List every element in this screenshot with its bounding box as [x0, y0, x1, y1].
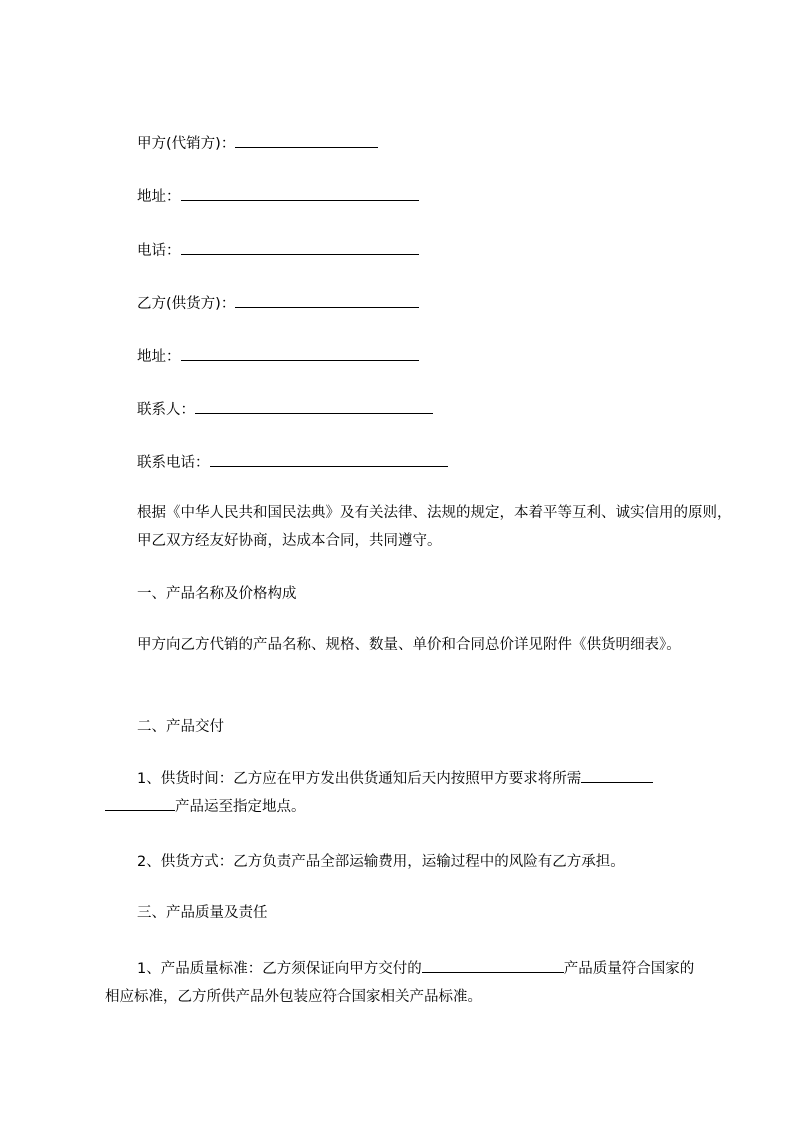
party-b-address-line	[137, 346, 419, 367]
section-3-item-1	[105, 955, 705, 1011]
party-b-label: 乙方(供货方)：	[137, 296, 236, 312]
preamble-paragraph: 根据《中华人民共和国民法典》及有关法律、法规的规定，本着平等互利、诚实信用的原则，甲乙双方经友好协商，达成本合同，共同遵守。	[137, 505, 732, 549]
party-b-address-blank	[181, 346, 419, 361]
party-a-phone-line	[137, 240, 419, 261]
party-b-contact-phone-blank	[210, 452, 448, 467]
party-b-contact-blank	[195, 399, 433, 414]
party-a-blank	[235, 133, 378, 148]
section-2-item-1-blank-a	[581, 768, 653, 783]
party-b-line	[137, 293, 419, 314]
section-1-title: 一、产品名称及价格构成	[137, 586, 297, 602]
party-a-address-label: 地址：	[137, 189, 181, 205]
section-2-item-1-text-end: 产品运至指定地点。	[175, 799, 306, 815]
section-3-item-1-text: 1、产品质量标准：乙方须保证向甲方交付的	[137, 961, 422, 977]
section-3-item-1-blank	[422, 958, 564, 973]
party-b-contact-line	[137, 399, 433, 420]
party-b-contact-label: 联系人：	[137, 402, 195, 418]
section-1-body: 甲方向乙方代销的产品名称、规格、数量、单价和合同总价详见附件《供货明细表》。	[137, 637, 681, 653]
party-b-blank	[235, 293, 419, 308]
party-a-address-blank	[181, 186, 419, 201]
party-a-address-line	[137, 186, 419, 207]
section-3-item-1-text-end: 产品质量符合国家的相应标准，乙方所供产品外包装应符合国家相关产品标准。	[105, 961, 695, 1005]
party-b-address-label: 地址：	[137, 349, 181, 365]
party-b-contact-phone-label: 联系电话：	[137, 455, 210, 471]
section-2-item-2: 2、供货方式：乙方负责产品全部运输费用，运输过程中的风险有乙方承担。	[137, 854, 625, 870]
section-2-item-1-text: 1、供货时间：乙方应在甲方发出供货通知后天内按照甲方要求将所需	[137, 771, 582, 787]
party-a-line	[137, 133, 378, 154]
section-3-title: 三、产品质量及责任	[137, 905, 268, 921]
party-a-phone-label: 电话：	[137, 243, 181, 259]
section-2-title: 二、产品交付	[137, 719, 224, 735]
party-b-contact-phone-line	[137, 452, 448, 473]
party-a-phone-blank	[181, 240, 419, 255]
party-a-label: 甲方(代销方)：	[137, 136, 236, 152]
section-2-item-1	[105, 765, 705, 821]
section-2-item-1-blank-b	[105, 796, 175, 811]
